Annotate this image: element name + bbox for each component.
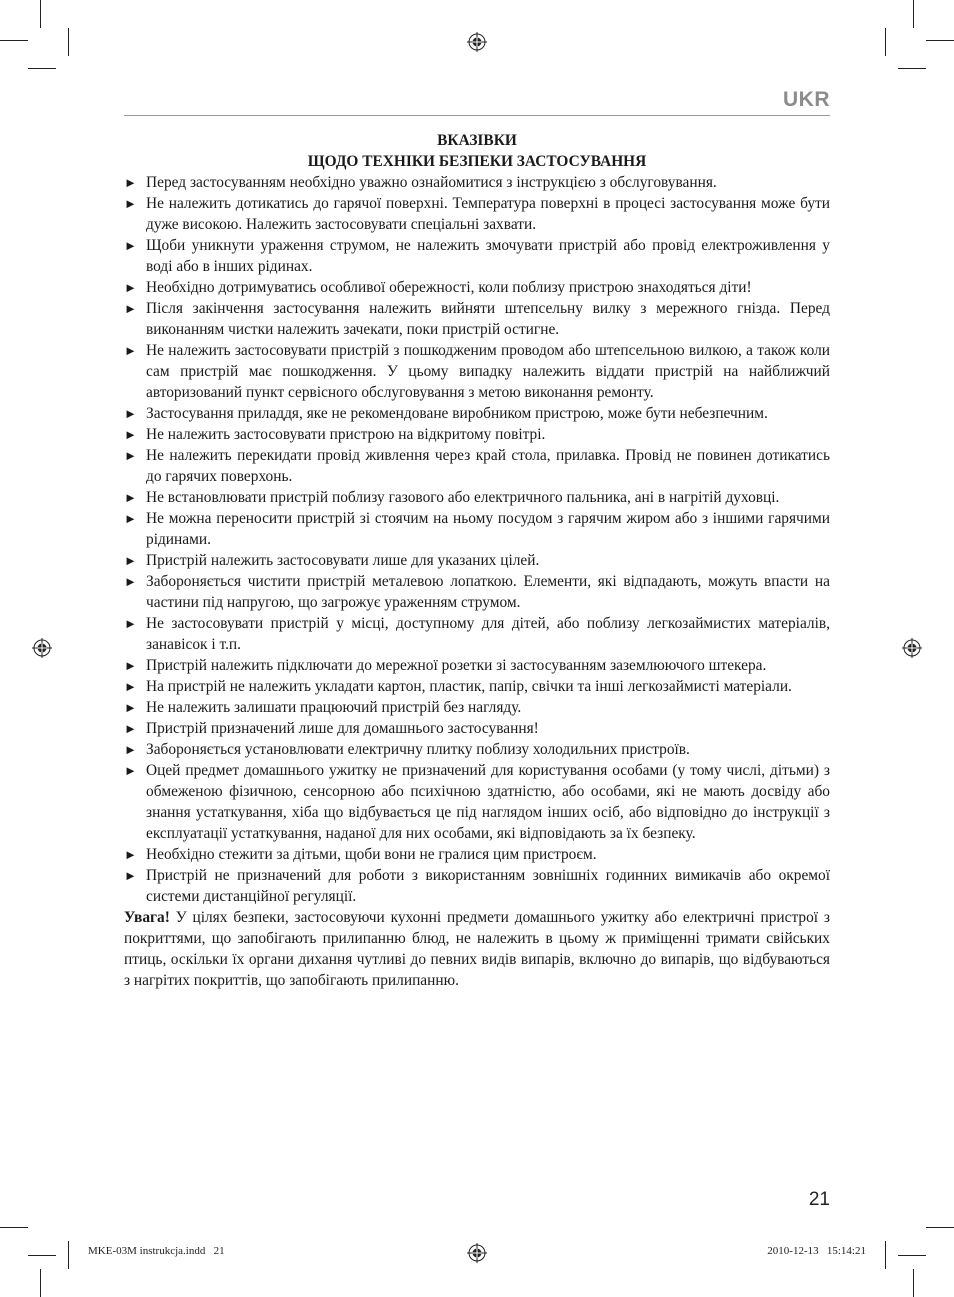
crop-mark (0, 1227, 28, 1228)
list-item (124, 571, 830, 613)
bullet-arrow-icon: ► (124, 280, 137, 295)
bullet-arrow-icon: ► (124, 301, 137, 316)
list-item-text: Не належить перекидати провід живлення через край стола, прилавка. Провід не повинен дотикатись до гарячих поверхонь. (146, 447, 830, 485)
bullet-arrow-icon: ► (124, 721, 137, 736)
list-item (124, 193, 830, 235)
list-item (124, 487, 830, 508)
crop-mark (898, 1255, 926, 1256)
bullet-arrow-icon: ► (124, 868, 137, 883)
list-item (124, 718, 830, 739)
list-item-text: Не належить залишати працюючий пристрій без нагляду. (146, 699, 522, 716)
registration-mark-icon (32, 638, 52, 658)
list-item-text: Не належить застосовувати пристрою на відкритому повітрі. (146, 426, 546, 443)
list-item (124, 298, 830, 340)
list-item-text: Після закінчення застосування належить вийняти штепсельну вилку з мережного гнізда. Перед виконанням чистки належить зачекати, поки пристрій остигне. (146, 300, 830, 338)
list-item (124, 235, 830, 277)
bullet-arrow-icon: ► (124, 763, 137, 778)
list-item-text: Забороняється установлювати електричну плитку поблизу холодильних пристроїв. (146, 741, 690, 758)
slug-timestamp: 2010-12-13 15:14:21 (767, 1245, 866, 1257)
bullet-arrow-icon: ► (124, 490, 137, 505)
list-item (124, 277, 830, 298)
list-item-text: Не належить застосовувати пристрій з пошкодженим проводом або штепсельною вилкою, а також коли сам пристрій має пошкодження. У цьому випадку належить віддати пристрій на найближчий авторизований пункт сервісного обслуговування з метою виконання ремонту. (146, 342, 830, 401)
list-item-text: Не встановлювати пристрій поблизу газового або електричного пальника, ані в нагрітій духовці. (146, 489, 780, 506)
warning-label: Увага! (124, 909, 170, 926)
crop-mark (898, 68, 926, 69)
list-item-text: Забороняється чистити пристрій металевою лопаткою. Елементи, які відпадають, можуть впасти на частини під напругою, що загрожує ураженням струмом. (146, 573, 830, 611)
bullet-arrow-icon: ► (124, 742, 137, 757)
list-item-text: Необхідно стежити за дітьми, щоби вони не гралися цим пристроєм. (146, 846, 597, 863)
list-item-text: Пристрій належить застосовувати лише для указаних цілей. (146, 552, 540, 569)
title-line-2: ЩОДО ТЕХНІКИ БЕЗПЕКИ ЗАСТОСУВАННЯ (307, 153, 647, 170)
bullet-arrow-icon: ► (124, 847, 137, 862)
list-item-text: Щоби уникнути ураження струмом, не належить змочувати пристрій або провід електроживлення у воді або в інших рідинах. (146, 237, 830, 275)
bullet-arrow-icon: ► (124, 406, 137, 421)
safety-section (124, 130, 830, 991)
crop-mark (68, 28, 69, 56)
crop-mark (885, 28, 886, 56)
list-item-text: Не можна переносити пристрій зі стоячим на ньому посудом з гарячим жиром або з іншими гарячими рідинами. (146, 510, 830, 548)
list-item-text: Необхідно дотримуватись особливої обережності, коли поблизу пристрою знаходяться діти! (146, 279, 752, 296)
list-item (124, 550, 830, 571)
list-item (124, 613, 830, 655)
safety-list (124, 172, 830, 907)
crop-mark (40, 0, 41, 28)
list-item (124, 739, 830, 760)
bullet-arrow-icon: ► (124, 427, 137, 442)
list-item (124, 865, 830, 907)
crop-mark (28, 1255, 56, 1256)
bullet-arrow-icon: ► (124, 175, 137, 190)
section-title (124, 130, 830, 172)
warning-text: У цілях безпеки, застосовуючи кухонні предмети домашнього ужитку або електричні пристрої з покриттями, що запобігають прилипанню блюд, не належить в цьому ж приміщенні тримати свійських птиць, оскільки їх органи дихання чутливі до певних видів випарів, включно до випарів, що відбуваються з нагрітих покриттів, що запобігають прилипанню. (124, 909, 830, 989)
list-item (124, 445, 830, 487)
title-line-1: ВКАЗІВКИ (437, 132, 517, 149)
list-item-text: Пристрій належить підключати до мережної розетки зі застосуванням заземлюючого штекера. (146, 657, 767, 674)
list-item-text: Не застосовувати пристрій у місці, доступному для дітей, або поблизу легкозаймистих матеріалів, занавісок і т.п. (146, 615, 830, 653)
list-item (124, 172, 830, 193)
crop-mark (926, 1227, 954, 1228)
crop-mark (0, 40, 28, 41)
list-item (124, 760, 830, 844)
bullet-arrow-icon: ► (124, 574, 137, 589)
slug-file-name: MKE-03M instrukcja.indd 21 (88, 1245, 225, 1257)
crop-mark (913, 1269, 914, 1297)
bullet-arrow-icon: ► (124, 511, 137, 526)
list-item (124, 655, 830, 676)
list-item (124, 697, 830, 718)
crop-mark (40, 1269, 41, 1297)
crop-mark (28, 68, 56, 69)
list-item (124, 508, 830, 550)
list-item (124, 676, 830, 697)
registration-mark-icon (467, 32, 487, 52)
warning-paragraph (124, 907, 830, 991)
bullet-arrow-icon: ► (124, 679, 137, 694)
list-item-text: Перед застосуванням необхідно уважно ознайомитися з інструкцією з обслуговування. (146, 174, 717, 191)
list-item-text: Пристрій не призначений для роботи з використанням зовнішніх годинних вимикачів або окремої системи дистанційної регуляції. (146, 867, 830, 905)
list-item (124, 340, 830, 403)
bullet-arrow-icon: ► (124, 553, 137, 568)
page-number: 21 (808, 1189, 830, 1210)
bullet-arrow-icon: ► (124, 448, 137, 463)
crop-mark (913, 0, 914, 28)
crop-mark (885, 1241, 886, 1269)
language-code: UKR (783, 88, 830, 111)
list-item (124, 844, 830, 865)
registration-mark-icon (902, 638, 922, 658)
list-item (124, 424, 830, 445)
registration-mark-icon (467, 1243, 487, 1263)
bullet-arrow-icon: ► (124, 700, 137, 715)
bullet-arrow-icon: ► (124, 658, 137, 673)
list-item-text: Пристрій призначений лише для домашнього застосування! (146, 720, 539, 737)
bullet-arrow-icon: ► (124, 238, 137, 253)
crop-mark (926, 40, 954, 41)
list-item-text: Не належить дотикатись до гарячої поверхні. Температура поверхні в процесі застосування може бути дуже високою. Належить застосовувати спеціальні захвати. (146, 195, 830, 233)
list-item-text: На пристрій не належить укладати картон, пластик, папір, свічки та інші легкозаймисті матеріали. (146, 678, 792, 695)
bullet-arrow-icon: ► (124, 343, 137, 358)
list-item (124, 403, 830, 424)
list-item-text: Оцей предмет домашнього ужитку не призначений для користування особами (у тому числі, дітьми) з обмеженою фізичною, сенсорною або психічною здатністю, або особами, які не мають досвіду або знання устаткування, хіба що відбувається це під наглядом інших осіб, або відповідно до інструкції з експлуатації устаткування, наданої для них особами, які відповідають за їх безпеку. (146, 762, 830, 842)
header-rule (124, 115, 830, 116)
list-item-text: Застосування приладдя, яке не рекомендоване виробником пристрою, може бути небезпечним. (146, 405, 768, 422)
crop-mark (68, 1241, 69, 1269)
bullet-arrow-icon: ► (124, 616, 137, 631)
bullet-arrow-icon: ► (124, 196, 137, 211)
